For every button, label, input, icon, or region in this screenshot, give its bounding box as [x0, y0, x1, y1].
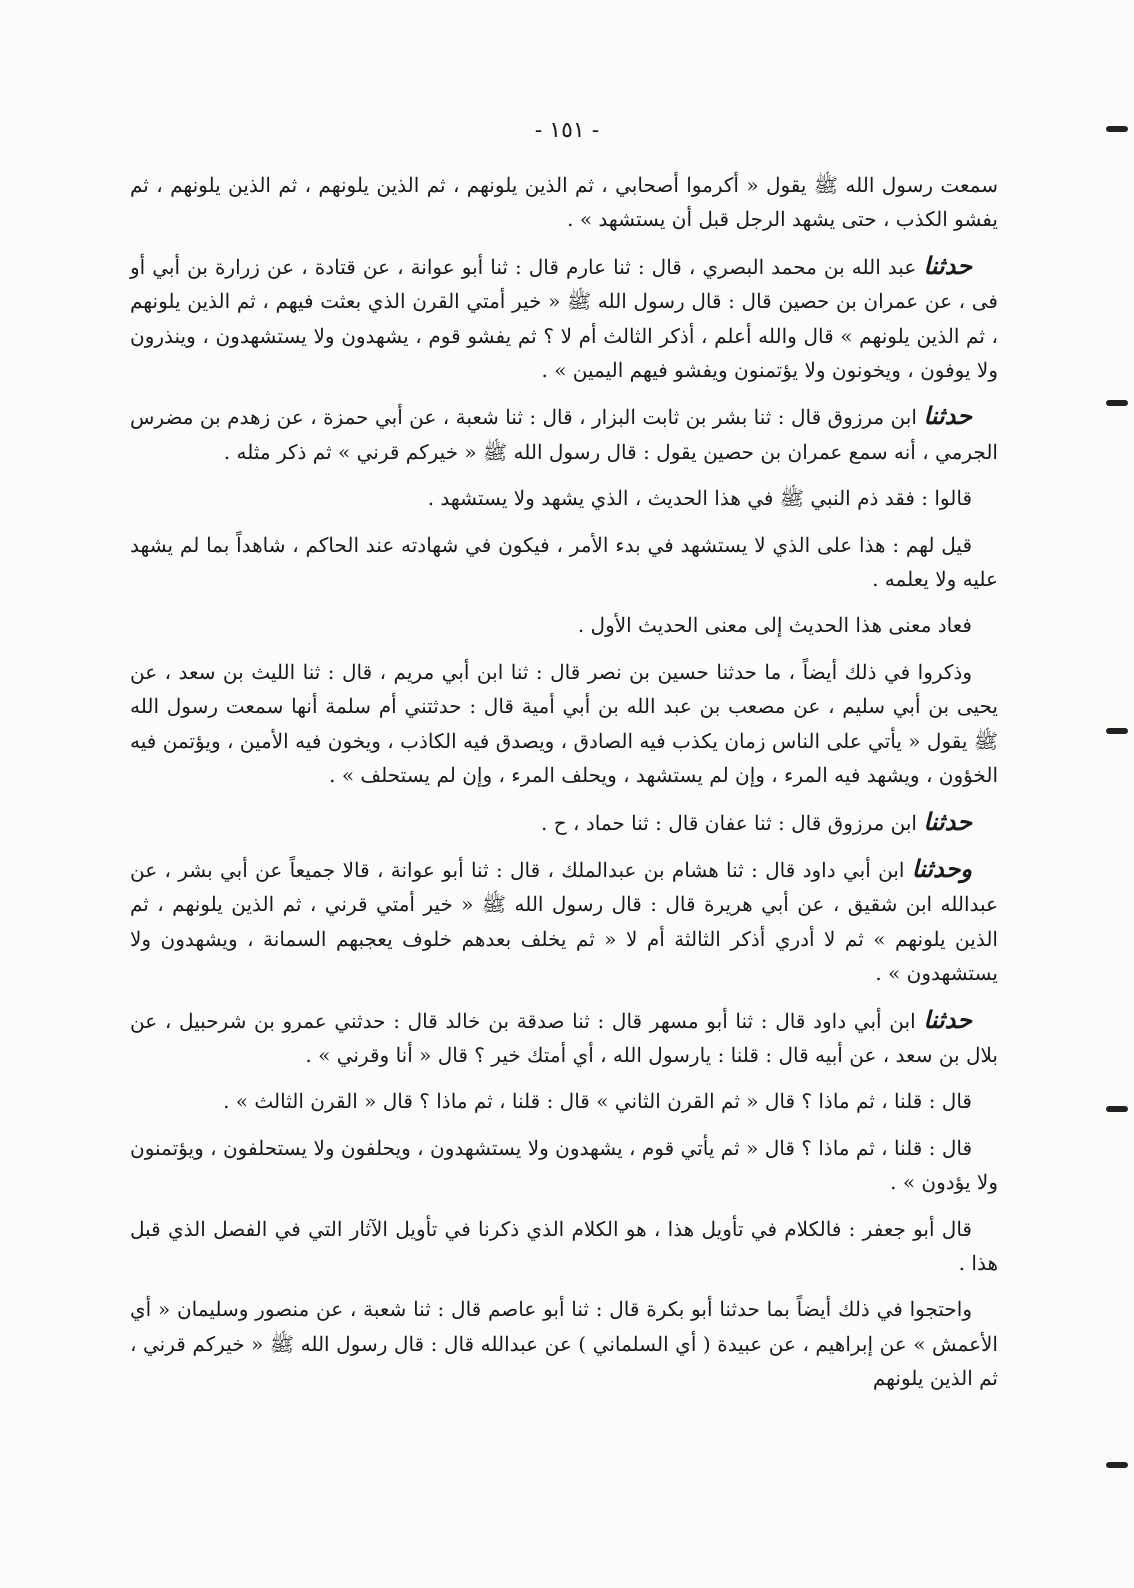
- paragraph-text: سمعت رسول الله ﷺ يقول « أكرموا أصحابي ، ثم الذين يلونهم ، ثم الذين يلونهم ، ثم الذين يلونهم ، ثم يفشو الكذب ، حتى يشهد الرجل قبل أن يستشهد » .: [130, 173, 998, 232]
- paragraph-text: ابن أبي داود قال : ثنا أبو مسهر قال : ثنا صدقة بن خالد قال : حدثني عمرو بن شرحبيل ، عن بلال بن سعد ، عن أبيه قال : قلنا : يارسول الله ، أي أمتك خير ؟ قال « أنا وقرني » .: [130, 1008, 998, 1067]
- margin-mark: [1106, 728, 1128, 734]
- paragraph-text: عبد الله بن محمد البصري ، قال : ثنا عارم قال : ثنا أبو عوانة ، عن قتادة ، عن زرارة بن أبي أو فى ، عن عمران بن حصين قال : قال رسول الله ﷺ « خير أمتي القرن الذي بعثت فيهم ، ثم الذين يلونهم ، ثم الذين يلونهم » قال والله أعلم ، أذكر الثالث أم لا ؟ ثم يفشو قوم ، يشهدون ولا يستشهدون ، وينذرون ولا يوفون ، ويخونون ولا يؤتمنون ويفشو فيهم اليمين » .: [130, 254, 998, 383]
- hadith-lead-word: وحدثنا: [911, 853, 972, 883]
- paragraph-text: قال : قلنا ، ثم ماذا ؟ قال « ثم القرن الثاني » قال : قلنا ، ثم ماذا ؟ قال « القرن الثالث » .: [223, 1089, 972, 1114]
- paragraph: [130, 655, 998, 793]
- paragraph-text: وذكروا في ذلك أيضاً ، ما حدثنا حسين بن نصر قال : ثنا ابن أبي مريم ، قال : ثنا الليث بن سعد ، عن يحيى بن أبي سليم ، عن مصعب بن عبد الله بن أبي أمية قال : حدثتني أم سلمة أنها سمعت رسول الله ﷺ يقول « يأتي على الناس زمان يكذب فيه الصادق ، ويصدق فيه الكاذب ، ويخون فيه الأمين ، ويؤتمن فيه الخؤون ، ويشهد فيه المرء ، وإن لم يستشهد ، ويحلف المرء ، وإن لم يستحلف » .: [130, 659, 999, 788]
- paragraph-text: ابن أبي داود قال : ثنا هشام بن عبدالملك ، قال : ثنا أبو عوانة ، قالا جميعاً عن أبي بشر ، عن عبدالله ابن شقيق ، عن أبي هريرة قال : قال رسول الله ﷺ « خير أمتي قرني ، ثم الذين يلونهم ، ثم الذين يلونهم » ثم لا أدري أذكر الثالثة أم لا « ثم يخلف بعدهم خلوف يعجبهم السمانة ، ويشهدون ولا يستشهدون » .: [130, 857, 998, 986]
- hadith-lead-word: حدثنا: [923, 806, 972, 836]
- hadith-lead-word: حدثنا: [923, 1004, 972, 1034]
- paragraph: [130, 168, 998, 237]
- paragraph: [130, 852, 998, 991]
- paragraph-text: قال أبو جعفر : فالكلام في تأويل هذا ، هو الكلام الذي ذكرنا في تأويل الآثار التي في الفصل الذي قبل هذا .: [130, 1216, 998, 1275]
- margin-mark: [1106, 1106, 1128, 1112]
- paragraph: [130, 481, 998, 515]
- paragraph: [130, 399, 998, 469]
- paragraph: [130, 608, 998, 642]
- paragraph-text: ابن مرزوق قال : ثنا بشر بن ثابت البزار ، قال : ثنا شعبة ، عن أبي حمزة ، عن زهدم بن مضرس الجرمي ، أنه سمع عمران بن حصين يقول : قال رسول الله ﷺ « خيركم قرني » ثم ذكر مثله .: [130, 405, 998, 464]
- paragraph: [130, 1212, 998, 1281]
- hadith-lead-word: حدثنا: [923, 401, 972, 431]
- body-text: [130, 168, 998, 1408]
- paragraph-text: فعاد معنى هذا الحديث إلى معنى الحديث الأول .: [577, 613, 972, 638]
- page-number: - ١٥١ -: [534, 118, 600, 143]
- paragraph-text: ابن مرزوق قال : ثنا عفان قال : ثنا حماد ، ح .: [541, 810, 924, 835]
- paragraph-text: قال : قلنا ، ثم ماذا ؟ قال « ثم يأتي قوم ، يشهدون ولا يستشهدون ، ويحلفون ولا يستحلفون ، ويؤتمنون ولا يؤدون » .: [130, 1135, 998, 1195]
- paragraph: [130, 1003, 998, 1073]
- paragraph: [130, 805, 998, 840]
- paragraph-text: قيل لهم : هذا على الذي لا يستشهد في بدء الأمر ، فيكون في شهادته عند الحاكم ، شاهداً بما لم يشهد عليه ولا يعلمه .: [130, 532, 998, 592]
- paragraph: [130, 1084, 998, 1118]
- paragraph: [130, 249, 998, 388]
- paragraph: [130, 1292, 998, 1395]
- paragraph: [130, 528, 998, 597]
- paragraph-text: واحتجوا في ذلك أيضاً بما حدثنا أبو بكرة قال : ثنا أبو عاصم قال : ثنا شعبة ، عن منصور وسليمان « أي الأعمش » عن إبراهيم ، عن عبيدة ( أي السلماني ) عن عبدالله قال : قال رسول الله ﷺ « خيركم قرني ، ثم الذين يلونهم: [130, 1297, 998, 1391]
- hadith-lead-word: حدثنا: [923, 250, 972, 280]
- paragraph: [130, 1131, 998, 1200]
- margin-mark: [1106, 126, 1128, 132]
- paragraph-text: قالوا : فقد ذم النبي ﷺ في هذا الحديث ، الذي يشهد ولا يستشهد .: [427, 486, 972, 511]
- margin-mark: [1106, 1462, 1128, 1468]
- margin-mark: [1106, 400, 1128, 406]
